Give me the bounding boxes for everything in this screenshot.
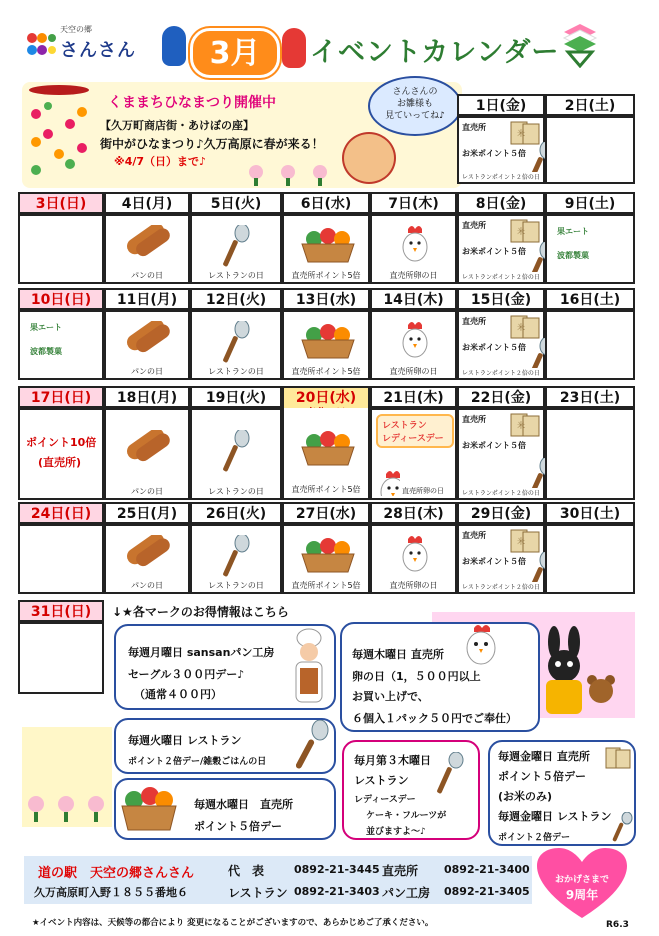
day-cell-d14[interactable]	[370, 310, 457, 380]
day-label: 2日(土)	[564, 98, 616, 114]
day-cell-d3[interactable]	[18, 214, 104, 284]
third-thu-line5: 並びますよ～♪	[366, 827, 426, 837]
day-cell-d10[interactable]	[18, 310, 104, 380]
fri-rest-label: レストランポイント２倍の日	[462, 490, 540, 497]
flower-icons	[246, 162, 336, 186]
day-cell-d13[interactable]	[282, 310, 370, 380]
spoon-icon	[612, 812, 634, 844]
vegetable-basket-icon	[300, 537, 356, 573]
thu-line2: 卵の日（1，５００円以上	[352, 670, 481, 683]
day-label: 30日(土)	[559, 506, 621, 522]
day-label: 14日(木)	[383, 292, 444, 308]
direct-point-label: 直売所ポイント5倍	[291, 581, 361, 590]
bread-icon	[124, 535, 174, 575]
fri-line2: ポイント５倍デー	[498, 770, 586, 783]
day-cell-d15[interactable]	[457, 310, 545, 380]
mon-title: 毎週月曜日 sansanパン工房	[128, 646, 275, 659]
baker-icon	[290, 628, 328, 706]
day-label: 26日(火)	[205, 506, 267, 522]
day-label: 12日(火)	[205, 292, 267, 308]
day-header-d13	[282, 288, 370, 310]
day-cell-d16[interactable]	[545, 310, 635, 380]
bakery-label: パン工房	[382, 886, 431, 900]
bread-day-label: パンの日	[131, 581, 163, 590]
ladies-day-badge	[376, 414, 454, 448]
spoon-icon	[527, 458, 545, 488]
bear-icon	[586, 674, 616, 704]
day-header-d3	[18, 192, 104, 214]
day-label: 4日(月)	[121, 196, 173, 212]
ladies-line1: レストラン	[382, 421, 427, 431]
day-cell-d29[interactable]	[457, 524, 545, 594]
direct-label: 直売所	[382, 864, 419, 878]
fri-rice-label: お米ポイント５倍	[462, 557, 526, 566]
spoon-icon	[527, 242, 545, 272]
hina-doll-female-icon	[282, 28, 306, 68]
hanging-ornaments-icon	[26, 84, 92, 184]
day-header-d9	[545, 192, 635, 214]
fri-line5: ポイント２倍デー	[498, 833, 571, 843]
logo-name: さんさん	[60, 40, 136, 61]
fri-direct-label: 直売所	[462, 531, 486, 540]
third-thu-line2: レストラン	[354, 774, 409, 787]
day-cell-d12[interactable]	[190, 310, 282, 380]
day-header-d15	[457, 288, 545, 310]
svg-text:米: 米	[517, 129, 525, 138]
spoon-icon	[296, 720, 330, 770]
day-label: 27日(水)	[295, 506, 357, 522]
fri-rest-label: レストランポイント２倍の日	[462, 274, 540, 281]
day-label: 1日(金)	[475, 98, 527, 114]
day-header-d27	[282, 502, 370, 524]
day-header-d14	[370, 288, 457, 310]
fri-rice-label: お米ポイント５倍	[462, 247, 526, 256]
day-label: 25日(月)	[116, 506, 178, 522]
spoon-icon	[527, 338, 545, 368]
rice-bag-icon	[604, 746, 632, 770]
chicken-icon	[460, 622, 502, 666]
direct-point-label: 直売所ポイント5倍	[291, 485, 361, 494]
day-cell-d28[interactable]	[370, 524, 457, 594]
day-cell-d11[interactable]	[104, 310, 190, 380]
day-label: 13日(水)	[295, 292, 357, 308]
mon-line3: （通常４００円）	[134, 688, 222, 701]
thu-line3: お買い上げで、	[352, 690, 429, 703]
rep-label: 代 表	[228, 864, 265, 878]
day-label: 10日(日)	[30, 292, 92, 308]
spoon-icon	[222, 321, 252, 365]
third-thu-line3: レディースデー	[354, 795, 416, 805]
heart-line1: おかげさまで	[554, 875, 609, 885]
restaurant-tel[interactable]: 0892-21-3403	[294, 885, 380, 898]
day-cell-d17[interactable]	[18, 408, 104, 500]
anniversary-heart	[537, 848, 627, 920]
rice-bag-icon	[509, 528, 541, 554]
bread-day-label: パンの日	[131, 487, 163, 496]
day-cell-d27[interactable]	[282, 524, 370, 594]
day-label: 17日(日)	[30, 390, 92, 406]
vegetable-basket-icon	[300, 430, 356, 466]
third-thu-title: 毎月第３木曜日	[354, 754, 431, 767]
day-label: 24日(日)	[30, 506, 92, 522]
chicken-icon	[398, 223, 432, 263]
day-label: 6日(水)	[300, 196, 352, 212]
day-cell-d2[interactable]	[545, 116, 635, 184]
day-header-d19	[190, 386, 282, 408]
bread-day-label: パンの日	[131, 367, 163, 376]
day-header-d22	[457, 386, 545, 408]
day-cell-d22[interactable]	[457, 408, 545, 500]
station-address: 久万高原町入野１８５５番地６	[34, 886, 188, 899]
egg-day-label: 直売所卵の日	[389, 581, 438, 590]
chicken-icon	[376, 468, 400, 496]
day-cell-d25[interactable]	[104, 524, 190, 594]
ladies-line2: レディースデー	[382, 434, 444, 444]
sat-note-1: 果エート	[557, 227, 589, 236]
day-header-d1	[457, 94, 545, 116]
vegetable-basket-icon	[300, 227, 356, 263]
point10-sub-label: (直売所)	[38, 456, 82, 469]
day-label: 3日(日)	[35, 196, 87, 212]
logo-small-text: 天空の郷	[60, 25, 92, 34]
fri-rest-label: レストランポイント２倍の日	[462, 174, 540, 181]
fri-line4: 毎週金曜日 レストラン	[498, 810, 612, 823]
day-header-d18	[104, 386, 190, 408]
fri-direct-label: 直売所	[462, 317, 486, 326]
vegetable-basket-icon	[300, 323, 356, 359]
bubble-line: 見ていってね♪	[385, 111, 445, 121]
day-cell-d31[interactable]	[18, 622, 104, 694]
sun-note-1: 果エート	[30, 323, 62, 332]
day-header-d10	[18, 288, 104, 310]
banner-message: 街中がひなまつり♪久万高原に春が来る！	[100, 137, 324, 151]
mon-line2: セーグル３００円デー♪	[128, 668, 245, 681]
day-header-d23	[545, 386, 635, 408]
egg-day-label: 直売所卵の日	[389, 367, 438, 376]
spoon-icon	[222, 225, 252, 269]
rice-bag-icon	[509, 314, 541, 340]
day-header-d31	[18, 600, 104, 622]
day-label: 18日(月)	[116, 390, 178, 406]
bubble-line: さんさんの	[392, 87, 438, 97]
day-label: 11日(月)	[116, 292, 178, 308]
fri-direct-label: 直売所	[462, 221, 486, 230]
wed-line2: ポイント５倍デー	[194, 820, 282, 833]
day-header-d6	[282, 192, 370, 214]
point10-label: ポイント10倍	[26, 436, 97, 449]
day-header-d5	[190, 192, 282, 214]
bread-icon	[124, 430, 174, 470]
fri-title: 毎週金曜日 直売所	[498, 750, 590, 763]
legend-title: ↓★各マークのお得情報はこちら	[112, 605, 289, 619]
fri-rice-label: お米ポイント５倍	[462, 343, 526, 352]
spoon-icon	[527, 552, 545, 582]
fri-rest-label: レストランポイント２倍の日	[462, 584, 540, 591]
day-cell-d7[interactable]	[370, 214, 457, 284]
day-header-d7	[370, 192, 457, 214]
vegetable-basket-icon	[120, 786, 178, 832]
hina-doll-male-icon	[162, 26, 186, 66]
egg-day-label: 直売所卵の日	[389, 271, 438, 280]
station-name: 道の駅 天空の郷さんさん	[38, 866, 195, 881]
day-cell-d18[interactable]	[104, 408, 190, 500]
day-label: 22日(金)	[470, 390, 532, 406]
version: R6.3	[606, 920, 629, 930]
day-label: 23日(土)	[559, 390, 621, 406]
day-label: 31日(日)	[30, 604, 92, 620]
day-label: 5日(火)	[210, 196, 262, 212]
spoon-icon	[222, 535, 252, 579]
speech-bubble	[368, 76, 462, 136]
direct-point-label: 直売所ポイント5倍	[291, 271, 361, 280]
day-cell-d4[interactable]	[104, 214, 190, 284]
footer-contact	[24, 856, 532, 904]
day-label: 7日(木)	[388, 196, 439, 212]
chicken-icon	[398, 533, 432, 573]
banner-period: ※4/7（日）まで♪	[114, 155, 207, 168]
tue-title: 毎週火曜日 レストラン	[128, 734, 242, 747]
day-header-d11	[104, 288, 190, 310]
day-cell-d26[interactable]	[190, 524, 282, 594]
restaurant-day-label: レストランの日	[208, 271, 264, 280]
day-header-d17	[18, 386, 104, 408]
tue-line2: ポイント２倍デー/雑穀ごはんの日	[128, 757, 267, 767]
day-cell-d8[interactable]	[457, 214, 545, 284]
thu-title: 毎週木曜日 直売所	[352, 648, 444, 661]
day-cell-d30[interactable]	[545, 524, 635, 594]
svg-text:米: 米	[517, 537, 525, 546]
fri-rest-label: レストランポイント２倍の日	[462, 370, 540, 377]
day-label: 19日(火)	[205, 390, 267, 406]
day-header-d25	[104, 502, 190, 524]
day-cell-d24[interactable]	[18, 524, 104, 594]
rep-tel[interactable]: 0892-21-3445	[294, 863, 380, 876]
day-header-d16	[545, 288, 635, 310]
day-header-d26	[190, 502, 282, 524]
fri-rice-label: お米ポイント５倍	[462, 149, 526, 158]
sun-note-2: 波都製菓	[30, 347, 62, 356]
spoon-icon	[436, 752, 464, 796]
day-header-d29	[457, 502, 545, 524]
hishimochi-icon	[560, 22, 600, 68]
month-badge: 3月	[190, 28, 280, 78]
fri-rice-label: お米ポイント５倍	[462, 441, 526, 450]
direct-tel[interactable]: 0892-21-3400	[444, 863, 530, 876]
day-header-d30	[545, 502, 635, 524]
day-cell-d1[interactable]	[457, 116, 545, 184]
day-header-d12	[190, 288, 282, 310]
bubble-line: お雛様も	[396, 99, 433, 109]
dragon-mascot-icon	[342, 132, 396, 184]
disclaimer: ★イベント内容は、天候等の都合により 変更になることがございますので、あらかじめご了承ください。	[32, 918, 434, 928]
day-header-d8	[457, 192, 545, 214]
day-header-d24	[18, 502, 104, 524]
day-header-d21	[370, 386, 457, 408]
logo-dots-icon	[26, 30, 56, 58]
bakery-tel[interactable]: 0892-21-3405	[444, 885, 530, 898]
thu-line4: ６個入１パック５０円でご奉仕）	[352, 712, 517, 725]
bread-icon	[124, 321, 174, 361]
restaurant-day-label: レストランの日	[208, 581, 264, 590]
flower-icons-left	[24, 792, 110, 822]
day-header-d28	[370, 502, 457, 524]
logo	[26, 24, 146, 64]
rice-bag-icon	[509, 218, 541, 244]
restaurant-day-label: レストランの日	[208, 487, 264, 496]
day-label: 16日(土)	[559, 292, 621, 308]
day-cell-d20[interactable]	[282, 408, 370, 500]
day-label: 29日(金)	[470, 506, 532, 522]
banner-venue: 【久万町商店街・あけぼの座】	[100, 119, 254, 132]
restaurant-day-label: レストランの日	[208, 367, 264, 376]
day-cell-d23[interactable]	[545, 408, 635, 500]
fri-direct-label: 直売所	[462, 123, 486, 132]
banner-title: くままちひなまつり開催中	[108, 95, 276, 111]
fri-direct-label: 直売所	[462, 415, 486, 424]
restaurant-label: レストラン	[228, 886, 288, 900]
thursday-info-box	[340, 622, 540, 732]
chicken-icon	[398, 319, 432, 359]
sat-note-2: 波都製菓	[557, 251, 589, 260]
third-thu-line4: ケーキ・フルーツが	[366, 811, 447, 821]
bread-icon	[124, 225, 174, 265]
day-cell-d6[interactable]	[282, 214, 370, 284]
svg-text:米: 米	[517, 227, 525, 236]
fri-line3: (お米のみ)	[498, 790, 553, 803]
day-label: 15日(金)	[470, 292, 532, 308]
spoon-icon	[527, 142, 545, 172]
day-header-d4	[104, 192, 190, 214]
day-cell-d19[interactable]	[190, 408, 282, 500]
svg-text:米: 米	[517, 421, 525, 430]
direct-point-label: 直売所ポイント5倍	[291, 367, 361, 376]
rice-bag-icon	[509, 412, 541, 438]
day-cell-d21[interactable]	[370, 408, 457, 500]
day-cell-d5[interactable]	[190, 214, 282, 284]
day-label: 28日(木)	[383, 506, 444, 522]
day-header-d2	[545, 94, 635, 116]
day-cell-d9[interactable]	[545, 214, 635, 284]
svg-text:米: 米	[517, 323, 525, 332]
day-label: 9日(土)	[564, 196, 616, 212]
day-label: 8日(金)	[475, 196, 527, 212]
heart-line2: 9周年	[565, 888, 599, 902]
egg-day-label: 直売所卵の日	[402, 487, 444, 495]
page-title: イベントカレンダー	[310, 37, 560, 68]
wed-title: 毎週水曜日 直売所	[194, 798, 293, 811]
day-label: 21日(木)	[383, 390, 444, 406]
spoon-icon	[222, 430, 252, 474]
day-label: 20日(水)	[295, 390, 357, 406]
bread-day-label: パンの日	[131, 271, 163, 280]
